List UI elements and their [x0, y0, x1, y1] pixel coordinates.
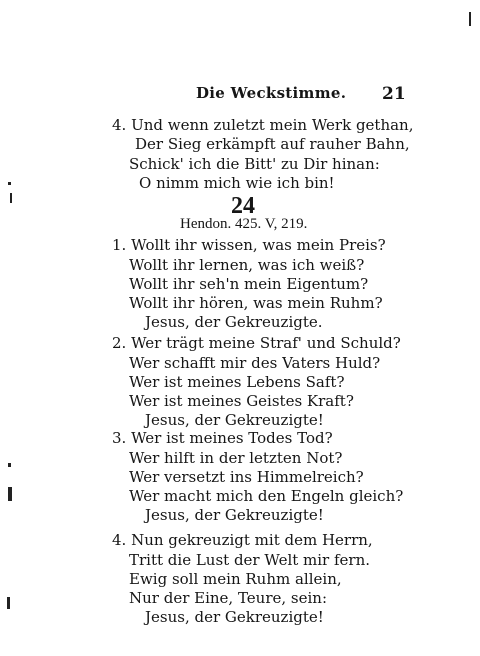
- page-number: 21: [382, 84, 406, 104]
- scan-speck: [8, 182, 11, 185]
- stanza-line: 3. Wer ist meines Todes Tod?: [112, 429, 333, 447]
- tune-reference: Hendon. 425. V, 219.: [180, 216, 308, 232]
- stanza-line: Schick' ich die Bitt' zu Dir hinan:: [129, 155, 380, 173]
- stanza-line: Nur der Eine, Teure, sein:: [129, 589, 328, 607]
- stanza-line: Wer ist meines Geistes Kraft?: [129, 392, 354, 410]
- stanza-line: Wer hilft in der letzten Not?: [129, 449, 343, 467]
- stanza-line: Ewig soll mein Ruhm allein,: [129, 570, 342, 588]
- stanza-line: Tritt die Lust der Welt mir fern.: [129, 551, 371, 569]
- stanza-line: Wollt ihr seh'n mein Eigentum?: [129, 275, 369, 293]
- stanza-line: Jesus, der Gekreuzigte!: [145, 411, 324, 429]
- stanza-line: Wollt ihr lernen, was ich weiß?: [129, 256, 365, 274]
- running-head: Die Weckstimme.: [196, 84, 347, 102]
- stanza-line: Wer ist meines Lebens Saft?: [129, 373, 345, 391]
- stanza-line: Der Sieg erkämpft auf rauher Bahn,: [135, 135, 410, 153]
- stanza-line: 4. Und wenn zuletzt mein Werk gethan,: [112, 116, 414, 134]
- scan-speck: [8, 463, 11, 467]
- hymn-number: 24: [231, 193, 255, 219]
- scan-speck: [7, 597, 10, 609]
- stanza-line: Wer versetzt ins Himmelreich?: [129, 468, 364, 486]
- stanza-line: Jesus, der Gekreuzigte!: [145, 608, 324, 626]
- stanza-line: Wer schafft mir des Vaters Huld?: [129, 354, 381, 372]
- stanza-line: Wer macht mich den Engeln gleich?: [129, 487, 404, 505]
- stanza-line: 4. Nun gekreuzigt mit dem Herrn,: [112, 531, 373, 549]
- stanza-line: O nimm mich wie ich bin!: [139, 174, 335, 192]
- scan-speck: [10, 193, 12, 203]
- stanza-line: 2. Wer trägt meine Straf' und Schuld?: [112, 334, 401, 352]
- stanza-line: Jesus, der Gekreuzigte.: [145, 313, 323, 331]
- scan-speck: [8, 487, 12, 501]
- stanza-line: Jesus, der Gekreuzigte!: [145, 506, 324, 524]
- stanza-line: 1. Wollt ihr wissen, was mein Preis?: [112, 236, 386, 254]
- stanza-line: Wollt ihr hören, was mein Ruhm?: [129, 294, 383, 312]
- scan-speck: [469, 12, 471, 26]
